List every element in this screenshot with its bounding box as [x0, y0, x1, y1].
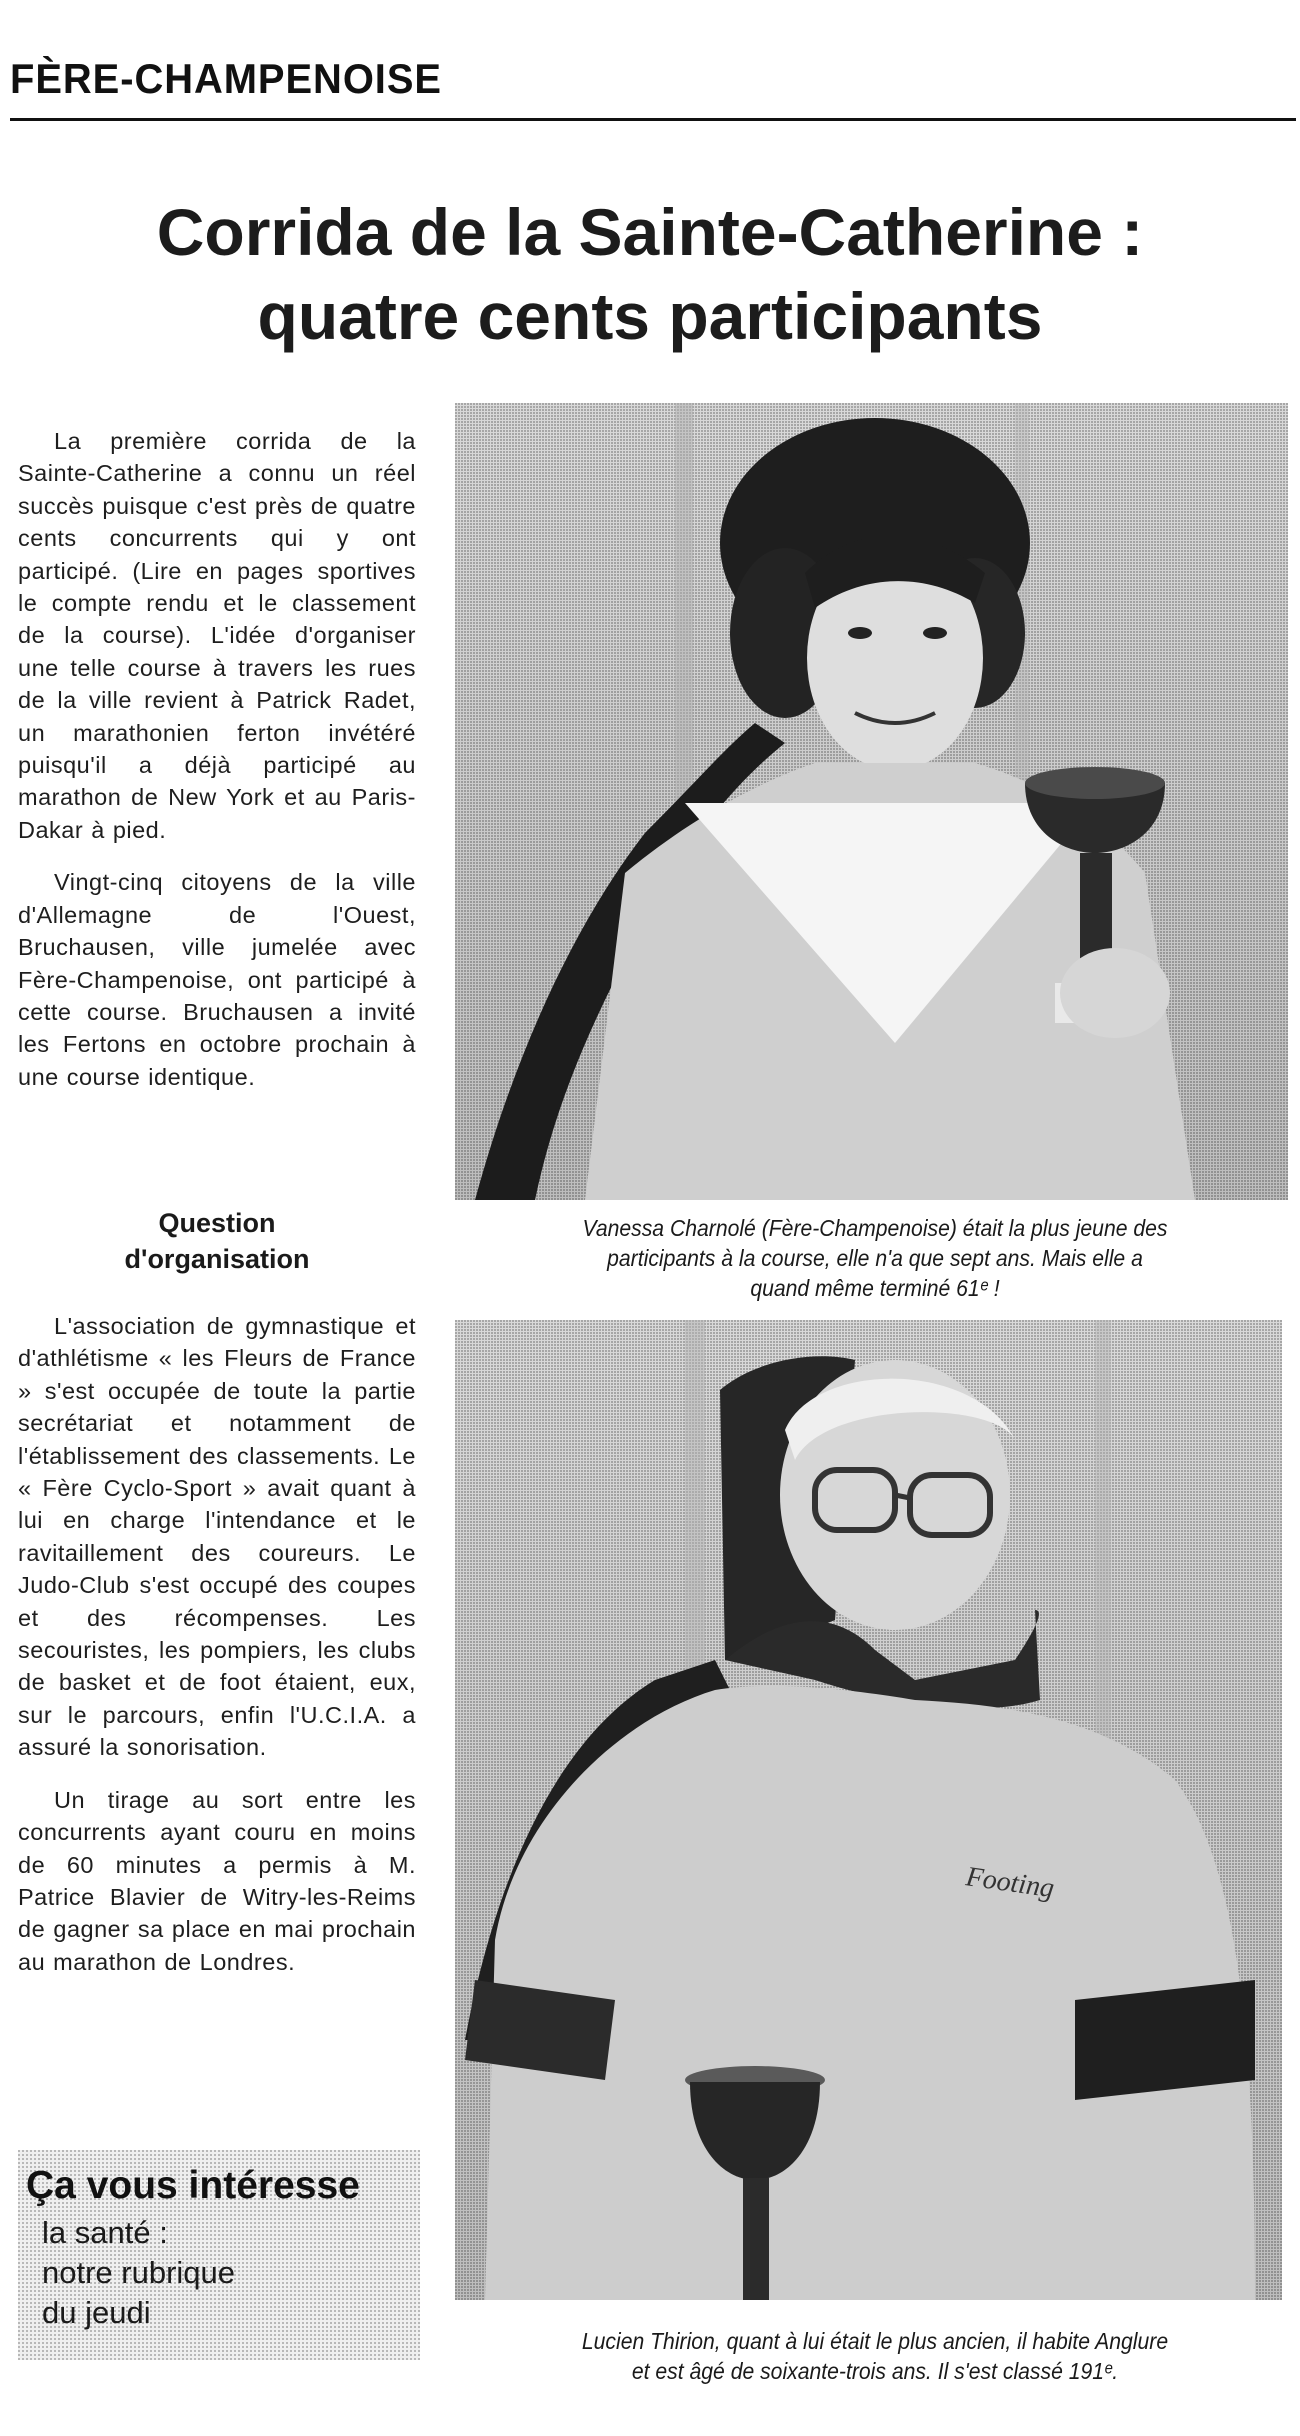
- subheading-line-1: Question: [158, 1208, 276, 1238]
- section-header: FÈRE-CHAMPENOISE: [10, 55, 442, 102]
- promo-line-1: la santé :: [42, 2215, 168, 2250]
- article-intro: [18, 425, 416, 1113]
- subheading: [18, 1205, 416, 1277]
- photo-caption-2: [489, 2326, 1262, 2386]
- paragraph-organisation-2: Un tirage au sort entre les concurrents ayant couru en moins de 60 minutes a permis à M. Patrice Blavier de Witry-les-Reims de gagner sa place en mai prochain au marathon de Londres.: [18, 1786, 416, 1975]
- photo-older-man-with-trophy: [455, 1320, 1282, 2300]
- older-man-with-trophy-illustration: [455, 1320, 1282, 2300]
- headline-line-2: quatre cents participants: [257, 279, 1043, 353]
- girl-with-trophy-illustration: [455, 403, 1288, 1200]
- caption-1-line-1: Vanessa Charnolé (Fère-Champenoise) était la plus jeune des: [582, 1215, 1168, 1241]
- promo-box: [18, 2150, 420, 2360]
- paragraph-intro-1: La première corrida de la Sainte-Catherine a connu un réel succès puisque c'est près de quatre cents concurrents qui y ont participé. (Lire en pages sportives le compte rendu et le classement de la course). L'idée d'organiser une telle course à travers les rues de la ville revient à Patrick Radet, un marathonien ferton invétéré puisqu'il a déjà participé au marathon de New York et au Paris-Dakar à pied.: [18, 428, 416, 843]
- promo-title: Ça vous intéresse: [26, 2164, 360, 2207]
- photo-girl-with-trophy: [455, 403, 1288, 1200]
- header-rule: [10, 118, 1296, 121]
- caption-2-line-2: et est âgé de soixante-trois ans. Il s'est classé 191ᵉ.: [631, 2358, 1119, 2384]
- paragraph-intro-2: Vingt-cinq citoyens de la ville d'Allemagne de l'Ouest, Bruchausen, ville jumelée avec Fère-Champenoise, ont participé à cette course. Bruchausen a invité les Fertons en octobre prochain à une course identique.: [18, 869, 416, 1090]
- article-organisation: [18, 1310, 416, 1998]
- headline: [0, 190, 1300, 358]
- promo-line-3: du jeudi: [42, 2295, 151, 2330]
- paragraph-organisation-1: L'association de gymnastique et d'athlétisme « les Fleurs de France » s'est occupée de toute la partie secrétariat et notamment de l'établissement des classements. Le « Fère Cyclo-Sport » avait quant à lui en charge l'intendance et le ravitaillement des coureurs. Le Judo-Club s'est occupé des coupes et des récompenses. Les secouristes, les pompiers, les clubs de basket et de foot étaient, eux, sur le parcours, enfin l'U.C.I.A. a assuré la sonorisation.: [18, 1313, 416, 1761]
- subheading-line-2: d'organisation: [124, 1244, 310, 1274]
- promo-line-2: notre rubrique: [42, 2255, 236, 2290]
- photo-caption-1: [489, 1213, 1262, 1303]
- shirt-brand-text: Footing: [964, 1861, 1057, 1905]
- caption-1-line-2: participants à la course, elle n'a que sept ans. Mais elle a: [607, 1245, 1143, 1271]
- caption-2-line-1: Lucien Thirion, quant à lui était le plus ancien, il habite Anglure: [581, 2328, 1169, 2354]
- headline-line-1: Corrida de la Sainte-Catherine :: [156, 195, 1144, 269]
- caption-1-line-3: quand même terminé 61ᵉ !: [750, 1275, 1000, 1301]
